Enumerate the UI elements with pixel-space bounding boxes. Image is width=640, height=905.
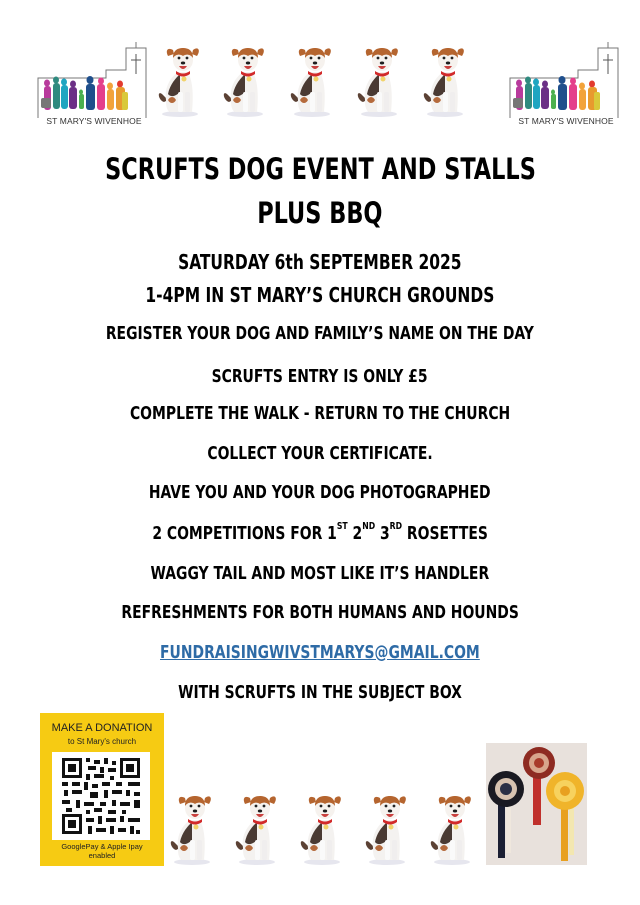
qr-code-icon (52, 752, 150, 840)
title-line-2: PLUS BBQ (257, 196, 383, 230)
competition-categories: WAGGY TAIL AND MOST LIKE IT’S HANDLER (150, 563, 490, 584)
logo-text-left: ST MARY'S WIVENHOE (46, 116, 142, 126)
church-community-logo-icon (34, 40, 154, 118)
church-logo-left (34, 40, 154, 130)
walk-info: COMPLETE THE WALK - RETURN TO THE CHURCH (129, 403, 511, 424)
dog-icon (421, 42, 467, 118)
rosettes-icon (486, 743, 587, 865)
rosettes-photo (486, 743, 587, 865)
donation-title: MAKE A DONATION (51, 722, 153, 734)
dog-icon (168, 790, 214, 866)
dog-icon (221, 42, 267, 118)
email-link[interactable]: FUNDRAISINGWIVSTMARYS@GMAIL.COM (160, 642, 480, 663)
event-time-place: 1-4PM IN ST MARY’S CHURCH GROUNDS (145, 283, 495, 307)
donation-subtitle: to St Mary's church (67, 737, 137, 746)
donation-box (40, 713, 164, 866)
event-date: SATURDAY 6th SEPTEMBER 2025 (178, 250, 462, 274)
refreshments-info: REFRESHMENTS FOR BOTH HUMANS AND HOUNDS (121, 602, 519, 623)
competitions-info: 2 COMPETITIONS FOR 1ST 2ND 3RD ROSETTES (152, 521, 488, 544)
dog-icon (355, 42, 401, 118)
dog-icon (428, 790, 474, 866)
dog-icon (363, 790, 409, 866)
church-community-logo-icon (506, 40, 626, 118)
logo-text-right: ST MARY'S WIVENHOE (518, 116, 614, 126)
dog-icon (233, 790, 279, 866)
dog-icon (298, 790, 344, 866)
certificate-info: COLLECT YOUR CERTIFICATE. (207, 443, 433, 464)
subject-info: WITH SCRUFTS IN THE SUBJECT BOX (178, 682, 462, 703)
dog-icon (288, 42, 334, 118)
donation-footer: GooglePay & Apple Ipay enabled (61, 842, 143, 860)
email-link-row (0, 642, 640, 663)
dog-icon (156, 42, 202, 118)
register-info: REGISTER YOUR DOG AND FAMILY’S NAME ON THE DAY (106, 323, 534, 344)
qr-code[interactable] (52, 752, 150, 840)
entry-fee: SCRUFTS ENTRY IS ONLY £5 (212, 366, 428, 387)
title-line-1: SCRUFTS DOG EVENT AND STALLS (104, 152, 536, 186)
church-logo-right (506, 40, 626, 130)
photo-info: HAVE YOU AND YOUR DOG PHOTOGRAPHED (149, 482, 491, 503)
